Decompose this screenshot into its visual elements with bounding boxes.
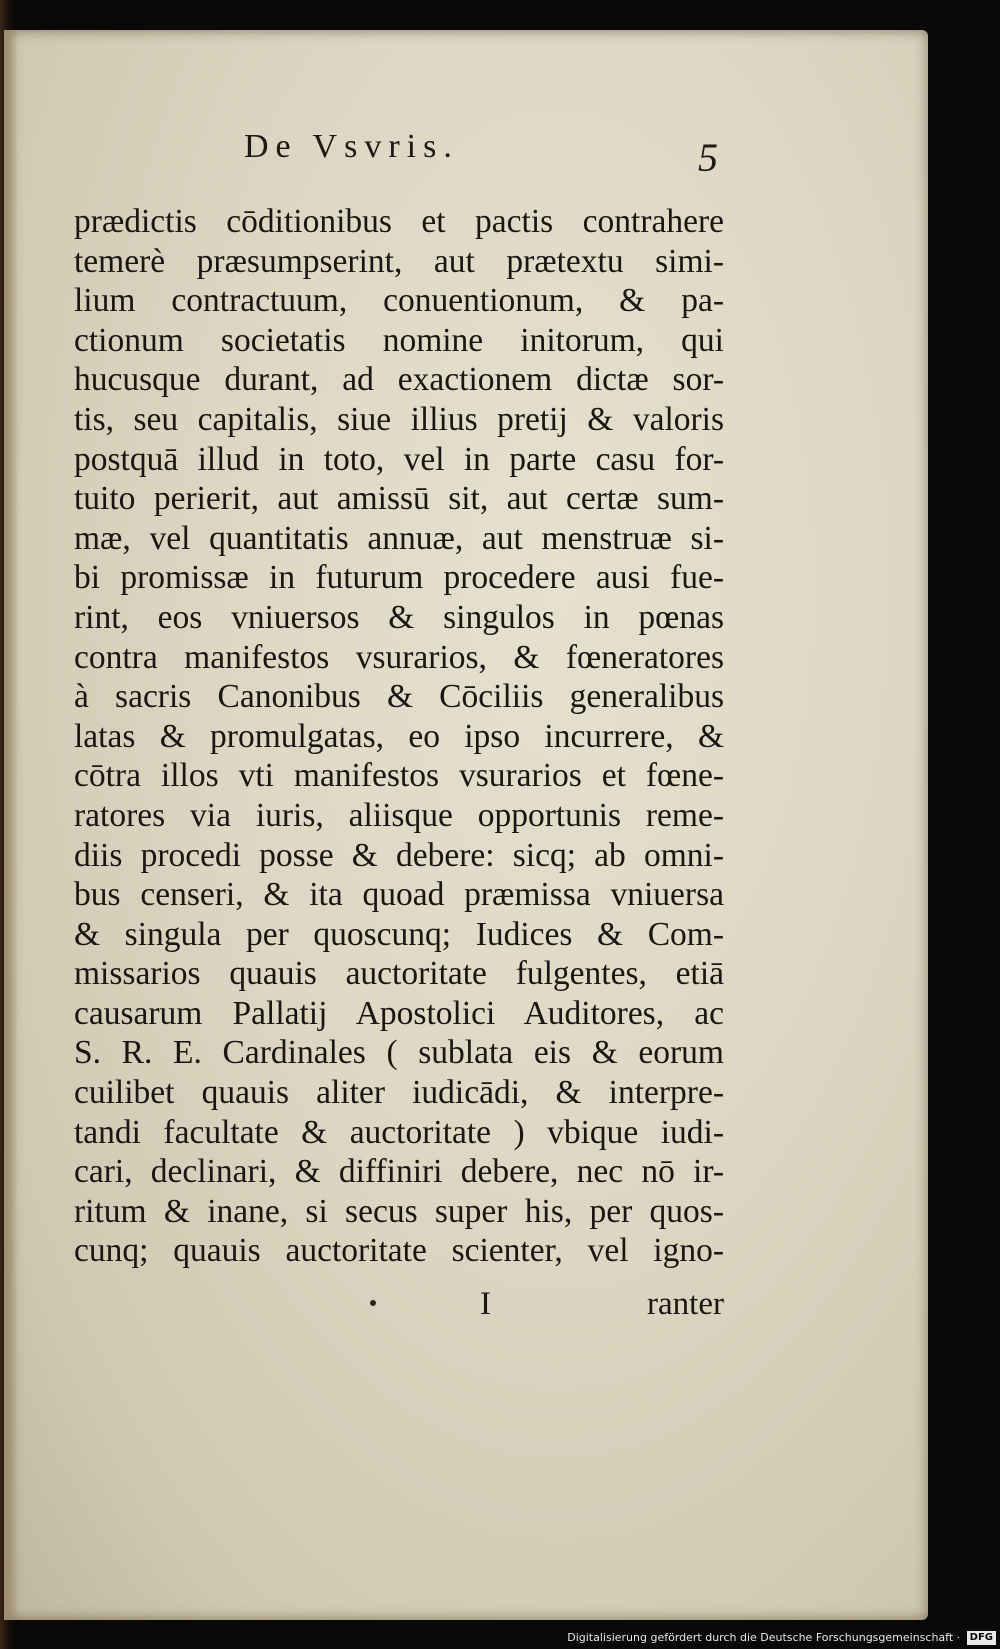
text-line: tuito perierit, aut amissū sit, aut certæ sum- xyxy=(74,480,724,518)
text-line: causarum Pallatij Apostolici Auditores, ac xyxy=(74,994,724,1032)
text-line: missarios quauis auctoritate fulgentes, etiā xyxy=(74,955,724,993)
digitization-footer xyxy=(559,1627,1000,1649)
text-line: latas & promulgatas, eo ipso incurrere, & xyxy=(74,717,724,755)
text-line: bus censeri, & ita quoad præmissa vniuersa xyxy=(74,876,724,914)
text-line: contra manifestos vsurarios, & fœneratores xyxy=(74,638,724,676)
text-line: diis procedi posse & debere: sicq; ab omni- xyxy=(74,836,724,874)
text-line: tandi facultate & auctoritate ) vbique iudi- xyxy=(74,1113,724,1151)
text-line: mæ, vel quantitatis annuæ, aut menstruæ si- xyxy=(74,519,724,557)
text-line: rint, eos vniuersos & singulos in pœnas xyxy=(74,598,724,636)
dfg-logo-icon: DFG xyxy=(967,1631,996,1645)
text-line: à sacris Canonibus & Cōciliis generalibus xyxy=(74,678,724,716)
text-line: cuilibet quauis aliter iudicādi, & interpre- xyxy=(74,1074,724,1112)
text-line: cari, declinari, & diffiniri debere, nec nō ir- xyxy=(74,1153,724,1191)
ink-dot xyxy=(370,1300,376,1306)
text-line: postquā illud in toto, vel in parte casu for- xyxy=(74,440,724,478)
catchword: ranter xyxy=(647,1286,724,1322)
text-line: cunq; quauis auctoritate scienter, vel igno- xyxy=(74,1232,724,1270)
text-line: ctionum societatis nomine initorum, qui xyxy=(74,321,724,359)
text-line: cōtra illos vti manifestos vsurarios et fœne- xyxy=(74,757,724,795)
text-line: S. R. E. Cardinales ( sublata eis & eorum xyxy=(74,1034,724,1072)
book-page xyxy=(4,30,928,1620)
text-line: tis, seu capitalis, siue illius pretij & valoris xyxy=(74,400,724,438)
text-line: bi promissæ in futurum procedere ausi fue- xyxy=(74,559,724,597)
body-text xyxy=(74,202,724,1271)
text-line: & singula per quoscunq; Iudices & Com- xyxy=(74,915,724,953)
footer-text: Digitalisierung gefördert durch die Deutsche Forschungsgemeinschaft · xyxy=(567,1631,961,1644)
text-line: hucusque durant, ad exactionem dictæ sor- xyxy=(74,361,724,399)
catchline xyxy=(74,1286,724,1326)
text-line: ratores via iuris, aliisque opportunis reme- xyxy=(74,796,724,834)
running-head: De Vsvris. xyxy=(244,128,459,165)
text-line: lium contractuum, conuentionum, & pa- xyxy=(74,282,724,320)
text-line: temerè præsumpserint, aut prætextu simi- xyxy=(74,242,724,280)
signature-mark: I xyxy=(480,1286,491,1322)
text-line: ritum & inane, si secus super his, per quos- xyxy=(74,1192,724,1230)
text-line: prædictis cōditionibus et pactis contrahere xyxy=(74,203,724,240)
page-number: 5 xyxy=(698,135,718,180)
